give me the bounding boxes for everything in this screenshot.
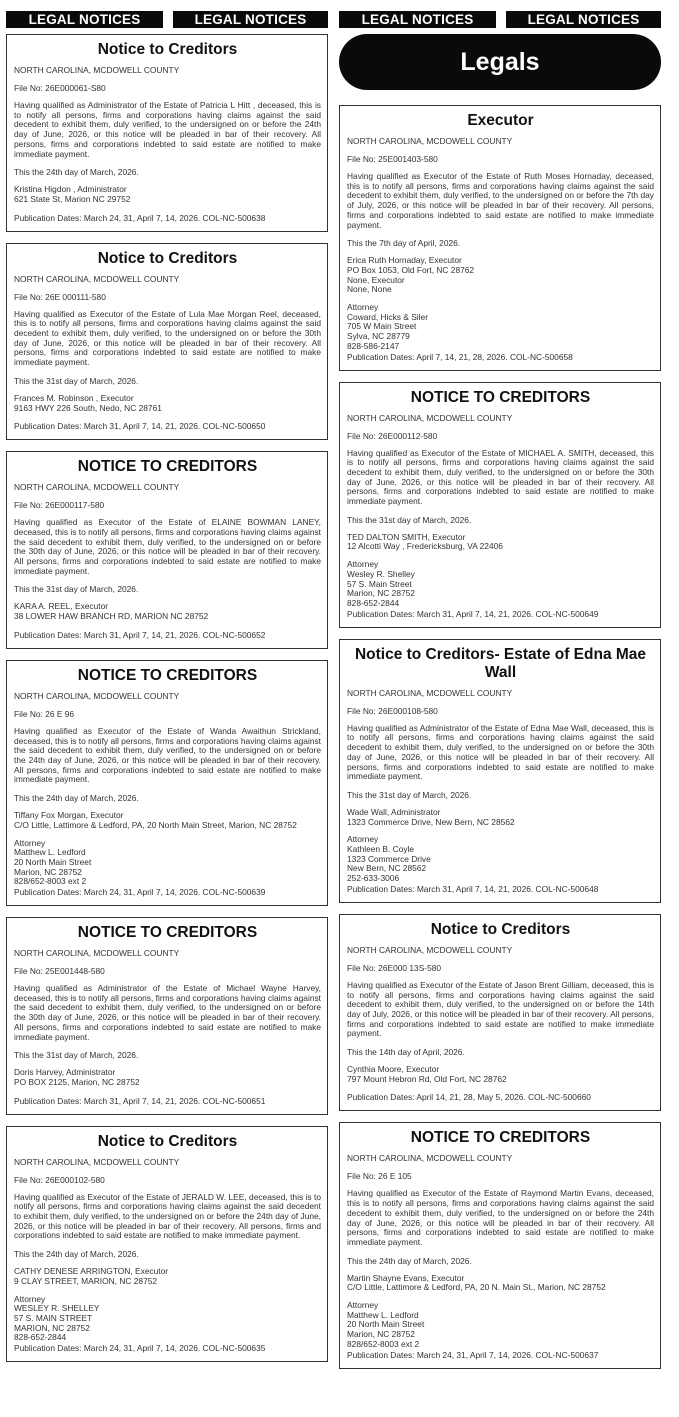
notice-file-number: File No: 26E000 13S-580 [347,962,442,973]
legal-notice [339,914,661,1112]
notice-signer: Cynthia Moore, Executor 797 Mount Hebron Rd, Old Fort, NC 28762 [347,1064,507,1084]
notice-body: Having qualified as Executor of the Estate of Wanda Awaithun Strickland, deceased, this is to notify all persons, firms and corporations having claims against the said decedent to exhibit them, duly verified, to the undersigned on or before the 24th day of June, 2026, or this notice will be pleaded in bar of their recovery. All persons, firms and corporations indebted to said estate are notified to make immediate payment. [14,725,321,785]
notice-county: NORTH CAROLINA, MCDOWELL COUNTY [347,687,513,698]
notice-publication-dates: Publication Dates: March 31, April 7, 14, 21, 2026. COL-NC-500651 [14,1095,266,1106]
notice-title: Executor [467,112,534,129]
notice-attorney: Attorney Coward, Hicks & Siler 705 W Main Street Sylva, NC 28779 828-586-2147 [347,302,428,351]
notice-body: Having qualified as Executor of the Estate of ELAINE BOWMAN LANEY, deceased, this is to notify all persons, firms and corporations having claims against the said decedent to exhibit them, duly verified, to the undersigned on or before the 30th day of June, 2026, or this notice will be pleaded in bar of their recovery. All persons, firms and corporations indebted to said estate are notified to make immediate payment. [14,517,321,576]
notice-file-number: File No: 26E000112-580 [347,430,438,441]
left-column [6,34,328,1373]
notice-file-number: File No: 25E001403-580 [347,154,438,164]
notice-signer: KARA A. REEL, Executor 38 LOWER HAW BRANCH RD, MARION NC 28752 [14,601,209,622]
notice-date: This the 31st day of March, 2026. [14,1050,139,1061]
notice-title: Notice to Creditors [97,1132,238,1150]
notice-date: This the 31st day of March, 2026. [347,514,472,525]
notice-title: NOTICE TO CREDITORS [77,666,258,684]
legal-notice [339,1122,661,1368]
notice-signer: CATHY DENESE ARRINGTON, Executor 9 CLAY STREET, MARION, NC 28752 [14,1266,169,1286]
notice-date: This the 31st day of March, 2026. [347,789,472,800]
notice-body: Having qualified as Executor of the Estate of Raymond Martin Evans, deceased, this is to notify all persons, firms and corporations having claims against the said decedent to exhibit them, duly verified, to the undersigned on or before the 24th day of June, 2026, or this notice will be pleaded in bar of their recovery. All persons, firms and corporations indebted to said estate are notified to make immediate payment. [347,1188,654,1247]
notice-attorney: Attorney Kathleen B. Coyle 1323 Commerce Drive New Bern, NC 28562 252-633-3006 [347,834,431,884]
notice-signer: TED DALTON SMITH, Executor 12 Alcotti Way , Fredericksburg, VA 22406 [347,531,503,552]
notice-date: This the 24th day of March, 2026. [14,793,139,804]
notice-publication-dates: Publication Dates: April 7, 14, 21, 28, 2026. COL-NC-500658 [347,351,573,362]
notice-title: NOTICE TO CREDITORS [410,388,591,406]
legal-notice [6,660,328,906]
notice-date: This the 24th day of March, 2026. [14,1249,139,1260]
notice-county: NORTH CAROLINA, MCDOWELL COUNTY [14,690,180,701]
notice-body: Having qualified as Administrator of the Estate of Michael Wayne Harvey, deceased, this is to notify all persons, firms and corporations having claims against the said decedent to exhibit them, duly verified, to the undersigned on or before the 30th day of June, 2026, or this notice will be pleaded in bar of their recovery. All persons, firms and corporations indebted to said estate are notified to make immediate payment. [14,983,321,1042]
notice-title: NOTICE TO CREDITORS [410,1129,591,1147]
notice-publication-dates: Publication Dates: March 31, April 7, 14, 21, 2026. COL-NC-500648 [347,883,599,894]
notice-date: This the 24th day of March, 2026. [14,167,139,178]
legal-notice [339,105,661,371]
notice-title: Notice to Creditors [97,249,238,267]
legals-banner: Legals [339,34,661,90]
notice-county: NORTH CAROLINA, MCDOWELL COUNTY [14,65,180,75]
notice-body: Having qualified as Executor of the Estate of Jason Brent Gilliam, deceased, this is to notify all persons, firms and corporations having claims against the said decedent to exhibit them, duly verified, to the undersigned on or before the 14th day of July, 2026, or this notice will be pleaded in bar of their recovery. All persons, firms and corporations indebted to said estate are notified to make immediate payment. [347,979,654,1039]
notice-publication-dates: Publication Dates: March 24, 31, April 7, 14, 2026. COL-NC-500638 [14,212,266,223]
legal-notice [6,243,328,441]
notice-signer: Kristina Higdon , Administrator 621 State St, Marion NC 29752 [14,184,131,204]
notice-publication-dates: Publication Dates: March 31, April 7, 14, 21, 2026. COL-NC-500652 [14,629,266,640]
section-header: LEGAL NOTICES [6,11,163,28]
notice-title: Notice to Creditors- Estate of Edna Mae Wall [354,645,647,681]
section-header: LEGAL NOTICES [173,11,328,28]
notice-body: Having qualified as Executor of the Estate of MICHAEL A. SMITH, deceased, this is to notify all persons, firms and corporations having claims against the said decedent to exhibit them, duly verified, to the undersigned on or before the 30th day of June, 2026, or this notice will be pleaded in bar of their recovery. All persons, firms and corporations indebted to said estate are notified to make immediate payment. [347,447,654,507]
notice-file-number: File No: 26E 000111-580 [14,291,106,302]
notice-file-number: File No: 26E000108-580 [347,705,438,716]
notice-date: This the 7th day of April, 2026. [347,238,461,249]
notice-county: NORTH CAROLINA, MCDOWELL COUNTY [14,273,180,284]
notice-date: This the 31st day of March, 2026. [14,584,139,595]
notice-attorney: Attorney Wesley R. Shelley 57 S. Main Street Marion, NC 28752 828-652-2844 [347,559,415,608]
notice-signer: Martin Shayne Evans, Executor C/O Little, Lattimore & Ledford, PA, 20 N. Main St., Marion, NC 28752 [347,1272,606,1293]
notice-title: NOTICE TO CREDITORS [77,458,258,476]
notice-signer: Frances M. Robinson , Executor 9163 HWY 226 South, Nedo, NC 28761 [14,392,162,413]
notice-signer: Erica Ruth Hornaday, Executor PO Box 1053, Old Fort, NC 28762 None, Executor None, None [347,255,475,295]
notice-county: NORTH CAROLINA, MCDOWELL COUNTY [347,944,513,955]
notice-body: Having qualified as Executor of the Estate of Ruth Moses Hornaday, deceased, this is to notify all persons, firms and corporations having claims against the said decedent to exhibit them, duly verified, to the undersigned on or before the 7th day of July, 2026, or this notice will be pleaded in bar of their recovery. All persons, firms and corporations indebted to said estate are notified to make immediate payment. [347,171,654,230]
notice-file-number: File No: 26 E 96 [14,708,75,719]
legal-notice [339,382,661,628]
notice-body: Having qualified as Executor of the Estate of JERALD W. LEE, deceased, this is to notify all persons, firms and corporations having claims against the said decedent to exhibit them, duly verified, to the undersigned on or before the 24th day of June, 2026, or this notice will be pleaded in bar of their recovery. All persons, firms and corporations indebted to said estate are notified to make immediate payment. [14,1191,321,1241]
notice-attorney: Attorney WESLEY R. SHELLEY 57 S. MAIN STREET MARION, NC 28752 828-652-2844 [14,1293,100,1343]
notice-signer: Wade Wall, Administrator 1323 Commerce Drive, New Bern, NC 28562 [347,806,515,827]
notice-attorney: Attorney Matthew L. Ledford 20 North Main Street Marion, NC 28752 828/652-8003 ext 2 [347,1300,425,1349]
notice-publication-dates: Publication Dates: April 14, 21, 28, May 5, 2026. COL-NC-500660 [347,1092,591,1103]
legal-notice [6,1126,328,1362]
notice-title: NOTICE TO CREDITORS [77,924,258,942]
notice-attorney: Attorney Matthew L. Ledford 20 North Main Street Marion, NC 28752 828/652-8003 ext 2 [14,837,92,887]
legal-notice [6,34,328,232]
notice-body: Having qualified as Administrator of the Estate of Patricia L Hitt , deceased, this is to notify all persons, firms and corporations having claims against the said decedent to exhibit them, duly verified, to the undersigned on or before the 24th day of June, 2026, or this notice will be pleaded in bar of their recovery. All persons, firms and corporations indebted to said estate are notified to make immediate payment. [14,100,321,159]
notice-file-number: File No: 25E001448-580 [14,966,105,977]
notice-date: This the 14th day of April, 2026. [347,1047,465,1058]
notice-county: NORTH CAROLINA, MCDOWELL COUNTY [14,948,180,959]
notice-publication-dates: Publication Dates: March 31, April 7, 14, 21, 2026. COL-NC-500649 [347,608,599,619]
notice-county: NORTH CAROLINA, MCDOWELL COUNTY [347,1153,513,1164]
notice-county: NORTH CAROLINA, MCDOWELL COUNTY [14,482,180,493]
notice-publication-dates: Publication Dates: March 24, 31, April 7, 14, 2026. COL-NC-500635 [14,1343,266,1354]
notice-body: Having qualified as Administrator of the Estate of Edna Mae Wall, deceased, this is to notify all persons, firms and corporations having claims against the said decedent to exhibit them, duly verified, to the undersigned on or before the 30th day of June, 2026, or this notice will be pleaded in bar of their recovery. All persons, firms and corporations indebted to said estate are notified to make immediate payment. [347,722,654,782]
notice-title: Notice to Creditors [97,41,238,58]
legal-notice [6,451,328,649]
notice-signer: Doris Harvey, Administrator PO BOX 2125, Marion, NC 28752 [14,1067,140,1087]
notice-publication-dates: Publication Dates: March 31, April 7, 14, 21, 2026. COL-NC-500650 [14,421,266,432]
notice-publication-dates: Publication Dates: March 24, 31, April 7, 14, 2026. COL-NC-500637 [347,1349,599,1360]
notice-date: This the 24th day of March, 2026. [347,1255,472,1266]
legal-notice [339,639,661,903]
notice-file-number: File No: 26 E 105 [347,1171,412,1182]
notice-file-number: File No: 26E000061-S80 [14,83,106,93]
right-column [339,34,661,1380]
notice-file-number: File No: 26E000102-580 [14,1174,105,1185]
notice-date: This the 31st day of March, 2026. [14,375,139,386]
notice-file-number: File No: 26E000117-580 [14,500,105,511]
notice-county: NORTH CAROLINA, MCDOWELL COUNTY [14,1156,180,1167]
notice-title: Notice to Creditors [430,920,571,938]
notice-body: Having qualified as Executor of the Estate of Lula Mae Morgan Reel, deceased, this is to notify all persons, firms and corporations having claims against the said decedent to exhibit them, duly verified, to the undersigned on or before the 30th day of June, 2026, or this notice will be pleaded in bar of their recovery. All persons, firms and corporations indebted to said estate are notified to make immediate payment. [14,308,321,368]
section-header: LEGAL NOTICES [339,11,496,28]
notice-county: NORTH CAROLINA, MCDOWELL COUNTY [347,412,513,423]
notice-publication-dates: Publication Dates: March 24, 31, April 7, 14, 2026. COL-NC-500639 [14,887,266,898]
notice-county: NORTH CAROLINA, MCDOWELL COUNTY [347,136,513,146]
legal-notice [6,917,328,1115]
section-header: LEGAL NOTICES [506,11,661,28]
notice-signer: Tiffany Fox Morgan, Executor C/O Little, Lattimore & Ledford, PA, 20 North Main Street, Marion, NC 28752 [14,810,297,830]
